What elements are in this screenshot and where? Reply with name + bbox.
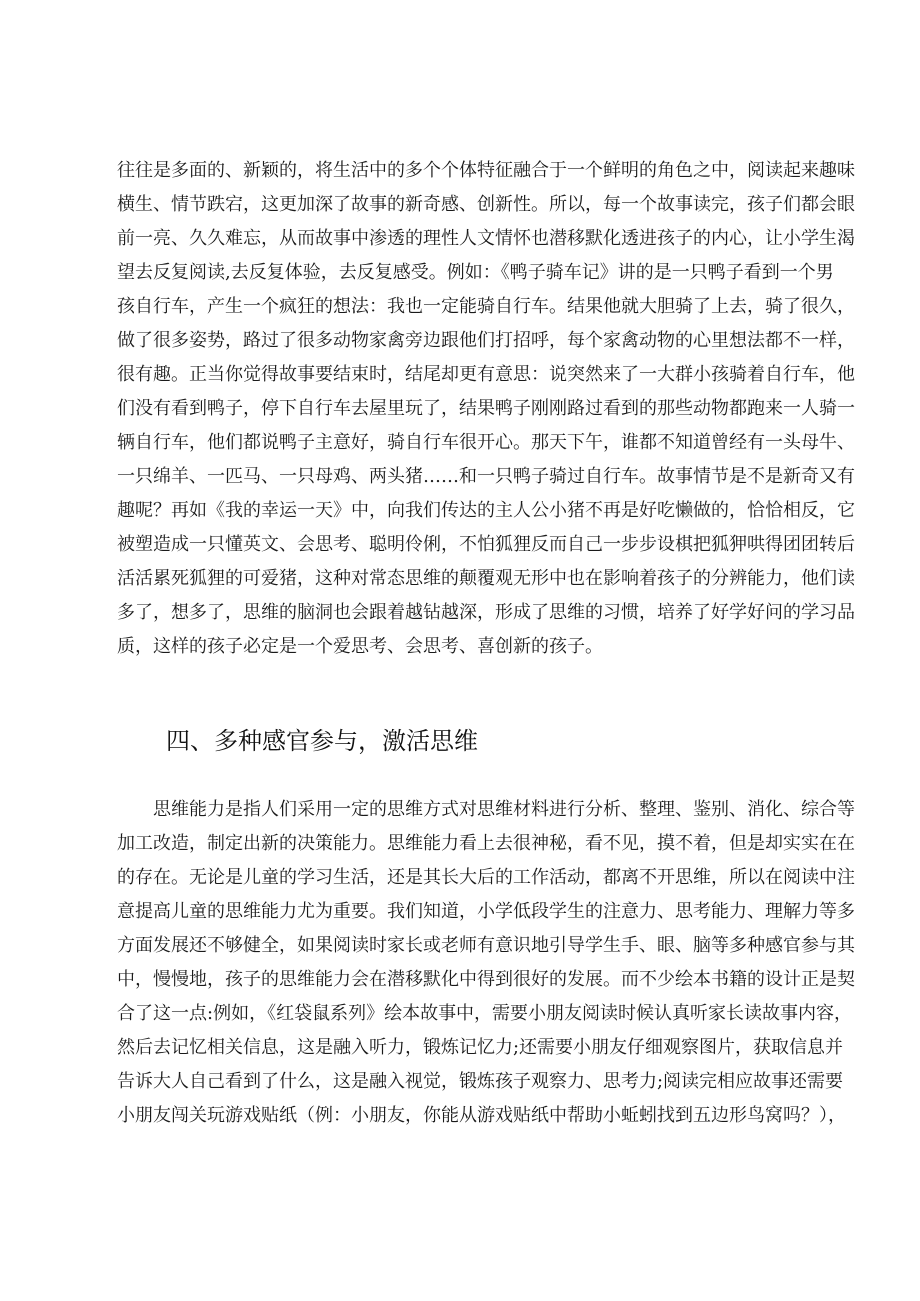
paragraph-line: 横生、情节跌宕，这更加深了故事的新奇感、创新性。所以，每一个故事读完，孩子们都会眼 — [117, 194, 855, 215]
paragraph-line: 告诉大人自己看到了什么，这是融入视觉，锻炼孩子观察力、思考力;阅读完相应故事还需要 — [117, 1071, 844, 1092]
paragraph-line: 做了很多姿势，路过了很多动物家禽旁边跟他们打招呼，每个家禽动物的心里想法都不一样， — [117, 330, 855, 351]
paragraph-line: 们没有看到鸭子，停下自行车去屋里玩了，结果鸭子刚刚路过看到的那些动物都跑来一人骑一 — [117, 398, 855, 419]
body-paragraph-1 — [117, 154, 855, 664]
paragraph-line: 活活累死狐狸的可爱猪，这种对常态思维的颠覆观无形中也在影响着孩子的分辨能力，他们读 — [117, 568, 855, 589]
paragraph-line: 很有趣。正当你觉得故事要结束时，结尾却更有意思：说突然来了一大群小孩骑着自行车，他 — [117, 364, 855, 385]
paragraph-line: 中，慢慢地，孩子的思维能力会在潜移默化中得到很好的发展。而不少绘本书籍的设计正是契 — [117, 969, 855, 990]
paragraph-line: 前一亮、久久难忘，从而故事中渗透的理性人文情怀也潜移默化透进孩子的内心，让小学生渴 — [117, 228, 855, 249]
paragraph-line: 往往是多面的、新颖的，将生活中的多个个体特征融合于一个鲜明的角色之中，阅读起来趣味 — [117, 160, 855, 181]
paragraph-line: 趣呢？再如《我的幸运一天》中，向我们传达的主人公小猪不再是好吃懒做的，恰恰相反，它 — [117, 500, 855, 521]
body-paragraph-2 — [117, 793, 855, 1133]
paragraph-line: 然后去记忆相关信息，这是融入听力，锻炼记忆力;还需要小朋友仔细观察图片，获取信息并 — [117, 1037, 844, 1058]
paragraph-line: 思维能力是指人们采用一定的思维方式对思维材料进行分析、整理、鉴别、消化、综合等 — [117, 799, 855, 820]
paragraph-line: 方面发展还不够健全，如果阅读时家长或老师有意识地引导学生手、眼、脑等多种感官参与其 — [117, 935, 855, 956]
paragraph-line: 辆自行车，他们都说鸭子主意好，骑自行车很开心。那天下午，谁都不知道曾经有一头母牛、 — [117, 432, 855, 453]
paragraph-line: 小朋友闯关玩游戏贴纸（例：小朋友，你能从游戏贴纸中帮助小蚯蚓找到五边形鸟窝吗？）， — [117, 1105, 846, 1126]
paragraph-line: 一只绵羊、一匹马、一只母鸡、两头猪……和一只鸭子骑过自行车。故事情节是不是新奇又有 — [117, 466, 855, 487]
paragraph-line: 多了，想多了，思维的脑洞也会跟着越钻越深，形成了思维的习惯，培养了好学好问的学习品 — [117, 602, 855, 623]
paragraph-line: 加工改造，制定出新的决策能力。思维能力看上去很神秘，看不见，摸不着，但是却实实在在 — [117, 833, 855, 854]
paragraph-line: 质，这样的孩子必定是一个爱思考、会思考、喜创新的孩子。 — [117, 636, 603, 657]
paragraph-line: 被塑造成一只懂英文、会思考、聪明伶俐，不怕狐狸反而自己一步步设棋把狐狎哄得团团转后 — [117, 534, 855, 555]
paragraph-line: 孩自行车，产生一个疯狂的想法：我也一定能骑自行车。结果他就大胆骑了上去，骑了很久， — [117, 296, 855, 317]
paragraph-line: 意提高儿童的思维能力尤为重要。我们知道，小学低段学生的注意力、思考能力、理解力等多 — [117, 901, 855, 922]
paragraph-line: 的存在。无论是儿童的学习生活，还是其长大后的工作活动，都离不开思维，所以在阅读中注 — [117, 867, 855, 888]
section-heading: 四、多种感官参与，激活思维 — [166, 727, 478, 755]
paragraph-line: 合了这一点:例如，《红袋鼠系列》绘本故事中，需要小朋友阅读时候认真听家长读故事内容， — [117, 1003, 853, 1024]
paragraph-line: 望去反复阅读,去反复体验，去反复感受。例如：《鸭子骑车记》讲的是一只鸭子看到一个男 — [117, 262, 834, 283]
